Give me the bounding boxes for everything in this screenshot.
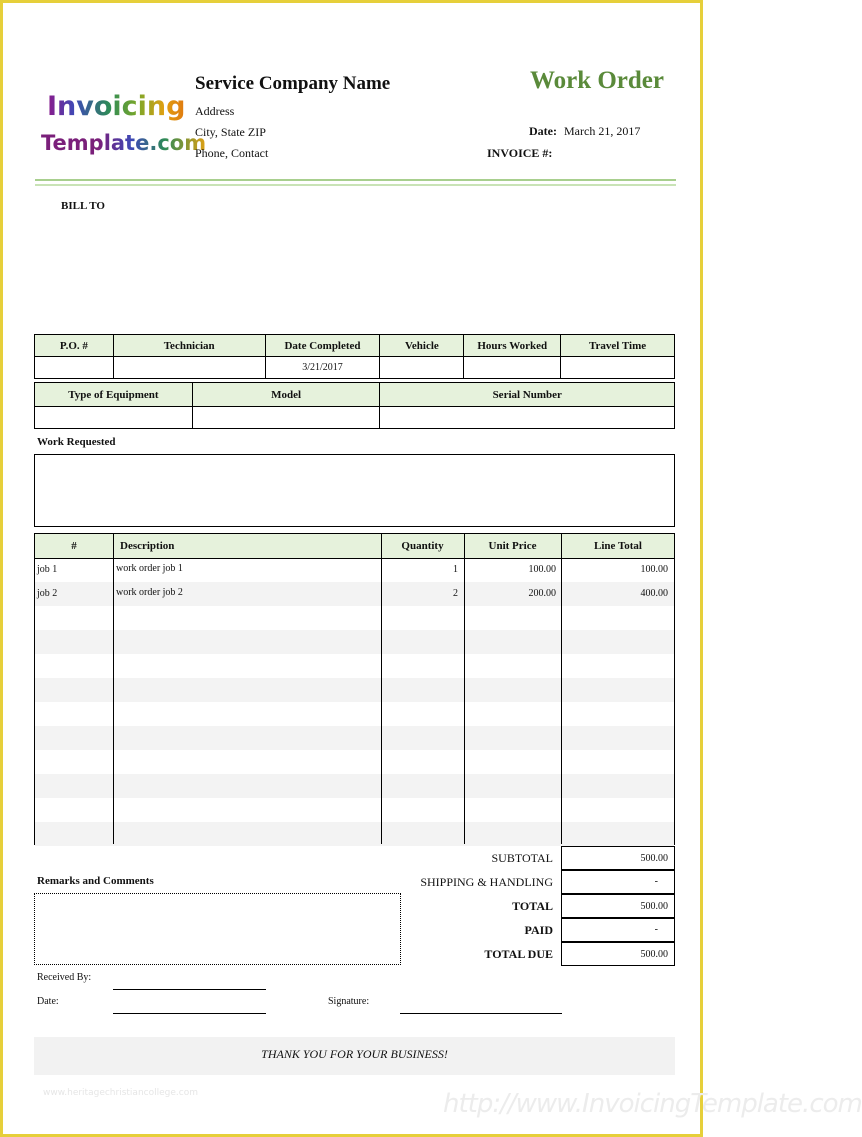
model-header: Model	[192, 383, 380, 407]
watermark-left: www.heritagechristiancollege.com	[43, 1088, 198, 1098]
column-divider	[381, 534, 382, 844]
model-value[interactable]	[192, 407, 380, 429]
date-label: Date:	[529, 124, 557, 138]
item-line-total: 100.00	[640, 564, 668, 575]
column-divider	[113, 534, 114, 844]
technician-value[interactable]	[113, 357, 265, 379]
row-stripe	[35, 774, 674, 798]
item-unit-price[interactable]: 200.00	[528, 588, 556, 599]
document-title: Work Order	[529, 67, 664, 94]
total-label: TOTAL	[512, 899, 553, 913]
item-unit-price[interactable]: 100.00	[528, 564, 556, 575]
job-info-table	[34, 334, 675, 379]
date-value: March 21, 2017	[564, 124, 641, 138]
signoff-date-line[interactable]	[113, 1013, 266, 1014]
paid-value[interactable]: -	[654, 924, 658, 935]
bill-to-label: BILL TO	[61, 200, 105, 212]
serial-number-header: Serial Number	[380, 383, 675, 407]
vehicle-header: Vehicle	[380, 335, 464, 357]
items-num-header: #	[71, 540, 77, 552]
travel-time-header: Travel Time	[561, 335, 675, 357]
work-requested-box[interactable]	[34, 454, 675, 527]
hours-worked-value[interactable]	[464, 357, 561, 379]
date-completed-value[interactable]: 3/21/2017	[265, 357, 380, 379]
signature-label: Signature:	[328, 996, 370, 1007]
signoff-date-label: Date:	[37, 996, 59, 1007]
company-name: Service Company Name	[195, 73, 391, 94]
logo-line2: Template.com	[41, 131, 207, 155]
header-divider	[35, 179, 676, 181]
po-header: P.O. #	[35, 335, 114, 357]
row-stripe	[35, 630, 674, 654]
serial-number-value[interactable]	[380, 407, 675, 429]
items-line-total-header: Line Total	[594, 540, 642, 552]
total-due-value: 500.00	[640, 949, 668, 960]
item-num: job 1	[37, 564, 58, 575]
date-completed-header: Date Completed	[265, 335, 380, 357]
items-unit-price-header: Unit Price	[488, 540, 537, 552]
equipment-type-value[interactable]	[35, 407, 193, 429]
items-quantity-header: Quantity	[401, 540, 444, 552]
work-requested-label: Work Requested	[37, 436, 116, 448]
item-line-total: 400.00	[640, 588, 668, 599]
item-quantity[interactable]: 2	[453, 588, 458, 599]
company-address: Address	[195, 104, 235, 118]
vehicle-value[interactable]	[380, 357, 464, 379]
subtotal-value: 500.00	[640, 853, 668, 864]
equipment-table	[34, 382, 675, 429]
watermark-right: http://www.InvoicingTemplate.com	[443, 1089, 862, 1119]
remarks-box[interactable]	[34, 893, 401, 965]
equipment-type-header: Type of Equipment	[35, 383, 193, 407]
item-quantity[interactable]: 1	[453, 564, 458, 575]
row-stripe	[35, 678, 674, 702]
technician-header: Technician	[113, 335, 265, 357]
po-value[interactable]	[35, 357, 114, 379]
company-city: City, State ZIP	[195, 125, 266, 139]
signature-line[interactable]	[400, 1013, 562, 1014]
invoice-number-label: INVOICE #:	[487, 146, 553, 160]
received-by-line[interactable]	[113, 989, 266, 990]
item-description[interactable]: work order job 2	[116, 587, 183, 598]
subtotal-label: SUBTOTAL	[491, 851, 553, 865]
paid-label: PAID	[524, 923, 553, 937]
hours-worked-header: Hours Worked	[464, 335, 561, 357]
shipping-value[interactable]: -	[654, 876, 658, 887]
row-stripe	[35, 726, 674, 750]
item-description[interactable]: work order job 1	[116, 563, 183, 574]
remarks-label: Remarks and Comments	[37, 875, 154, 887]
received-by-label: Received By:	[37, 972, 92, 983]
header-divider-2	[35, 184, 676, 186]
thank-you-message: THANK YOU FOR YOUR BUSINESS!	[261, 1047, 448, 1061]
total-due-label: TOTAL DUE	[484, 947, 553, 961]
total-value: 500.00	[640, 901, 668, 912]
logo-line1: Invoicing	[47, 91, 186, 122]
items-description-header: Description	[120, 540, 175, 552]
item-num: job 2	[37, 588, 58, 599]
column-divider	[464, 534, 465, 844]
row-stripe	[35, 822, 674, 846]
travel-time-value[interactable]	[561, 357, 675, 379]
shipping-label: SHIPPING & HANDLING	[420, 875, 553, 889]
company-phone: Phone, Contact	[195, 146, 269, 160]
column-divider	[561, 534, 562, 844]
items-table	[34, 533, 675, 845]
